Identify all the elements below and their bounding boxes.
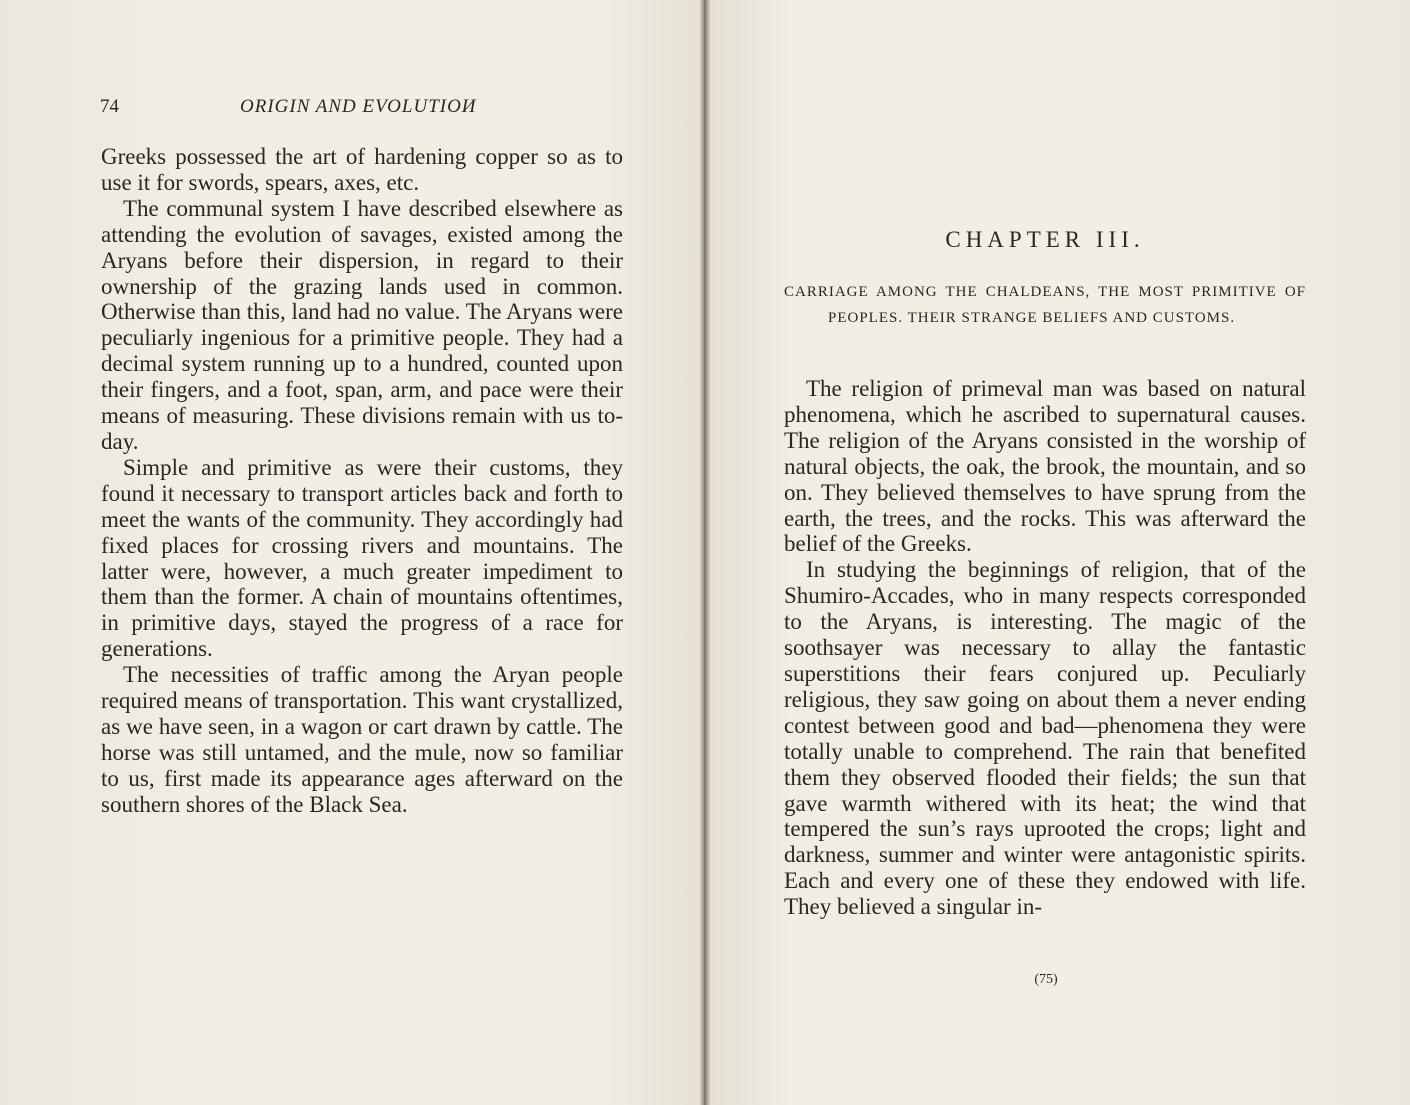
chapter-title: CHAPTER III. [945,227,1145,252]
paragraph: The religion of primeval man was based on natural phenomena, which he ascribed to supernatural causes. The religion of the Aryans consisted in the worship of natural objects, the oak, the brook, the mountain, and so on. They believed themselves to have sprung from the earth, the trees, and the rocks. This was afterward the belief of the Greeks. [784,376,1306,557]
paragraph: Greeks possessed the art of hardening copper so as to use it for swords, spears, axes, etc. [101,144,623,195]
paragraph: The communal system I have described elsewhere as attending the evolution of savages, existed among the Aryans before their dispersion, in regard to their ownership of the grazing lands used in common. Otherwise than this, land had no value. The Aryans were peculiarly ingenious for a primitive people. They had a decimal system running up to a hundred, counted upon their fingers, and a foot, span, arm, and pace were their means of measuring. These divisions remain with us to-day. [101,195,623,454]
folio: (75) [1034,972,1058,987]
chapter-subtitle: CARRIAGE AMONG THE CHALDEANS, THE MOST PRIMITIVE OF PEOPLES. THEIR STRANGE BELIEFS AND CUSTOMS. [784,284,1306,326]
left-page [0,0,703,1105]
paragraph: In studying the beginnings of religion, that of the Shumiro-Accades, who in many respects corresponded to the Aryans, is interesting. The magic of the soothsayer was necessary to allay the fantastic superstitions their fears conjured up. Peculiarly religious, they saw going on about them a never ending contest between good and bad—phenomena they were totally unable to comprehend. The rain that benefited them they observed flooded their fields; the sun that gave warmth withered with its heat; the wind that tempered the sun’s rays uprooted the crops; light and darkness, summer and winter were antagonistic spirits. Each and every one of these they endowed with life. They believed a singular in- [784,557,1306,920]
right-body-text [784,376,1306,920]
book-gutter [700,0,710,1105]
running-title: ORIGIN AND EVOLUTIOИ [240,96,477,117]
running-head [100,96,620,126]
paragraph: Simple and primitive as were their customs, they found it necessary to transport articles back and forth to meet the wants of the community. They accordingly had fixed places for crossing rivers and mountains. The latter were, however, a much greater impediment to them than the former. A chain of mountains oftentimes, in primitive days, stayed the progress of a race for generations. [101,454,623,662]
page-number: 74 [100,96,119,117]
left-body-text [101,144,623,818]
paragraph: The necessities of traffic among the Aryan people required means of transportation. This want crystallized, as we have seen, in a wagon or cart drawn by cattle. The horse was still untamed, and the mule, now so familiar to us, first made its appearance ages afterward on the southern shores of the Black Sea. [101,662,623,817]
